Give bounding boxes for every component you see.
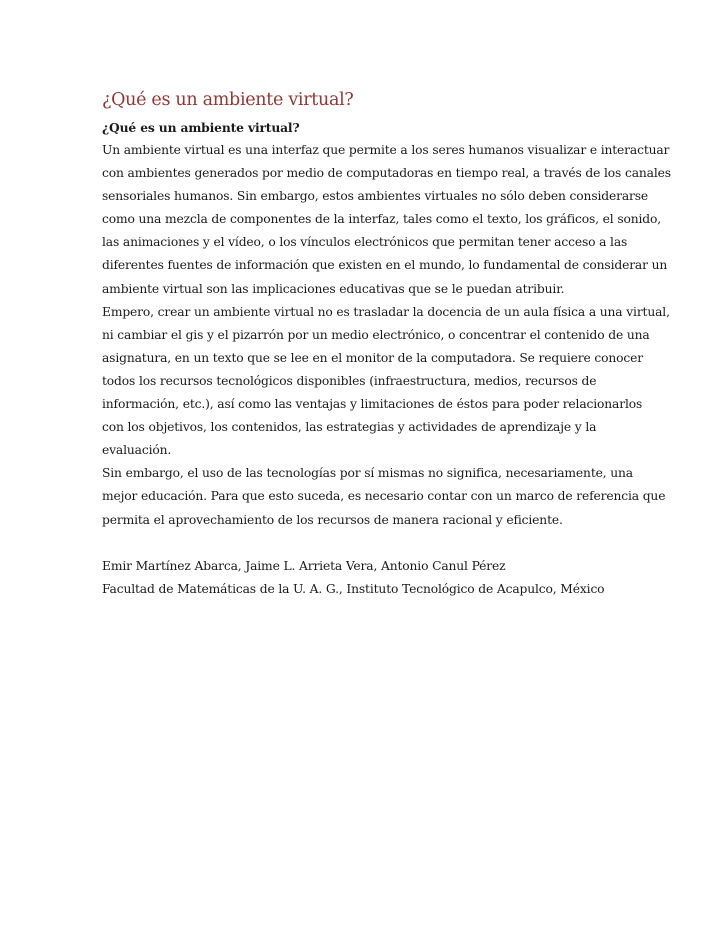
blank-line — [102, 532, 602, 555]
paragraph-line: con los objetivos, los contenidos, las estrategias y actividades de aprendizaje y la — [102, 420, 597, 435]
paragraph — [102, 139, 671, 301]
paragraph-line: diferentes fuentes de información que existen en el mundo, lo fundamental de considerar un — [102, 258, 668, 273]
paragraph-line: Sin embargo, el uso de las tecnologías por sí mismas no significa, necesariamente, una — [102, 466, 633, 481]
paragraph-line: sensoriales humanos. Sin embargo, estos ambientes virtuales no sólo deben considerarse — [102, 189, 649, 204]
document-title: ¿Qué es un ambiente virtual? — [102, 90, 354, 110]
document-subtitle: ¿Qué es un ambiente virtual? — [102, 120, 300, 135]
paragraph-line: las animaciones y el vídeo, o los vínculos electrónicos que permitan tener acceso a las — [102, 235, 628, 250]
affiliation: Facultad de Matemáticas de la U. A. G., Instituto Tecnológico de Acapulco, México — [102, 581, 605, 596]
paragraph-line: todos los recursos tecnológicos disponibles (infraestructura, medios, recursos de — [102, 373, 597, 388]
paragraph-line: ambiente virtual son las implicaciones educativas que se le puedan atribuir. — [102, 281, 565, 296]
paragraph-line: asignatura, en un texto que se lee en el monitor de la computadora. Se requiere conocer — [102, 350, 643, 365]
document-body — [102, 139, 671, 532]
paragraph-line: como una mezcla de componentes de la interfaz, tales como el texto, los gráficos, el sonido, — [102, 212, 662, 227]
paragraph-line: Un ambiente virtual es una interfaz que permite a los seres humanos visualizar e interactuar — [102, 143, 670, 157]
paragraph — [102, 301, 670, 463]
paragraph-line: permita el aprovechamiento de los recursos de manera racional y eficiente. — [102, 512, 563, 527]
document-page — [102, 88, 671, 601]
paragraph-line: información, etc.), así como las ventajas y limitaciones de éstos para poder relacionarlos — [102, 397, 643, 412]
paragraph-line: mejor educación. Para que esto suceda, es necesario contar con un marco de referencia que — [102, 489, 666, 504]
paragraph — [102, 462, 666, 531]
paragraph-line: ni cambiar el gis y el pizarrón por un medio electrónico, o concentrar el contenido de una — [102, 327, 650, 342]
paragraph-line: evaluación. — [102, 443, 172, 458]
affiliation-line — [102, 578, 605, 601]
paragraph-line: Empero, crear un ambiente virtual no es trasladar la docencia de un aula física a una virtual, — [102, 304, 670, 319]
paragraph-line: con ambientes generados por medio de computadoras en tiempo real, a través de los canales — [102, 166, 671, 181]
authors: Emir Martínez Abarca, Jaime L. Arrieta Vera, Antonio Canul Pérez — [102, 558, 506, 573]
authors-line — [102, 555, 602, 578]
